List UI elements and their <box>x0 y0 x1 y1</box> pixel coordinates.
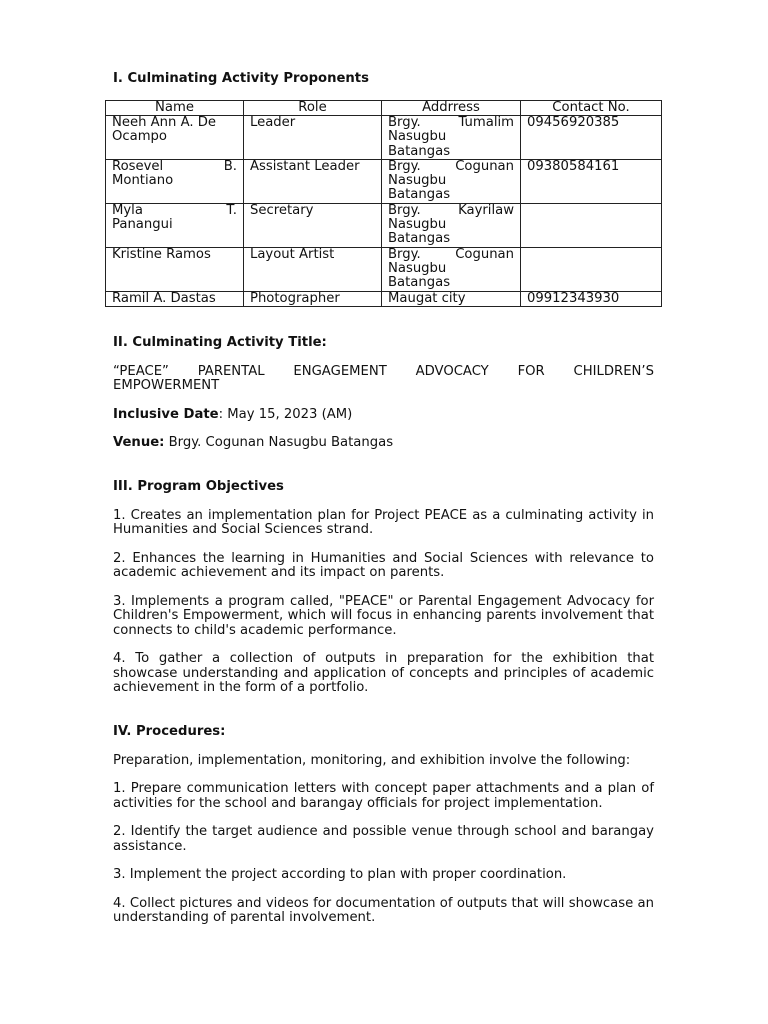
name-word: T. <box>226 202 237 218</box>
name-line: Panangui <box>112 217 173 233</box>
title-word: “PEACE” <box>113 363 169 379</box>
section-1-heading: I. Culminating Activity Proponents <box>113 71 369 86</box>
procedure-step: 2. Identify the target audience and possible venue through school and barangay assistance. <box>113 824 654 854</box>
header-contact: Contact No. <box>521 101 662 116</box>
address-word: Brgy. <box>388 115 421 130</box>
title-word: ENGAGEMENT <box>293 363 387 379</box>
section-4-heading: IV. Procedures: <box>113 723 226 739</box>
cell-contact <box>521 203 662 247</box>
address-line: Batangas <box>388 275 451 291</box>
section-4 <box>113 724 654 926</box>
venue-value: Brgy. Cogunan Nasugbu Batangas <box>164 435 394 451</box>
title-word: CHILDREN’S <box>573 363 654 379</box>
section-2 <box>113 335 654 451</box>
address-line: Nasugbu <box>388 173 447 189</box>
name-word: Myla <box>112 202 143 218</box>
cell-contact: 09380584161 <box>521 159 662 203</box>
section-3 <box>113 479 654 696</box>
cell-role: Photographer <box>244 291 382 306</box>
objective-item: 1. Creates an implementation plan for Project PEACE as a culminating activity in Humanities and Social Sciences strand. <box>113 507 654 538</box>
procedure-step: 3. Implement the project according to plan with proper coordination. <box>113 867 567 883</box>
address-word: Cogunan <box>455 246 514 262</box>
name-line: Montiano <box>112 173 174 189</box>
cell-address <box>382 247 521 291</box>
cell-address <box>382 116 521 160</box>
name-line: Neeh Ann A. De <box>112 115 217 130</box>
cell-name: Ramil A. Dastas <box>106 291 244 306</box>
table-row <box>106 203 662 247</box>
section-2-heading: II. Culminating Activity Title: <box>113 334 327 350</box>
address-word: Brgy. <box>388 158 421 174</box>
activity-title <box>113 365 654 394</box>
title-word: PARENTAL <box>197 363 265 379</box>
cell-address <box>382 203 521 247</box>
title-word: EMPOWERMENT <box>113 378 220 394</box>
procedure-step: 1. Prepare communication letters with concept paper attachments and a plan of activities for the school and barangay officials for project implementation. <box>113 781 654 811</box>
address-line: Nasugbu <box>388 217 447 233</box>
objective-item: 2. Enhances the learning in Humanities and Social Sciences with relevance to academic achievement and its impact on parents. <box>113 550 654 581</box>
address-word: Cogunan <box>455 158 514 174</box>
objective-item: 3. Implements a program called, "PEACE" or Parental Engagement Advocacy for Children's Empowerment, which will focus in enhancing parents involvement that connects to child's academic performance. <box>113 593 654 638</box>
address-word: Kayrilaw <box>458 202 514 218</box>
cell-name <box>106 203 244 247</box>
procedure-step: 4. Collect pictures and videos for documentation of outputs that will showcase an understanding of parental involvement. <box>113 895 654 926</box>
cell-contact <box>521 247 662 291</box>
cell-contact: 09912343930 <box>521 291 662 306</box>
address-line: Nasugbu <box>388 260 447 276</box>
objective-item: 4. To gather a collection of outputs in preparation for the exhibition that showcase understanding and application of concepts and principles of academic achievement in the form of a portfolio. <box>113 651 654 696</box>
table-row <box>106 291 662 306</box>
name-word: B. <box>223 158 237 174</box>
cell-role: Secretary <box>244 203 382 247</box>
document-page <box>113 71 654 926</box>
header-name: Name <box>106 101 244 116</box>
table-header-row <box>106 101 662 116</box>
cell-role: Leader <box>244 116 382 160</box>
cell-role: Layout Artist <box>244 247 382 291</box>
address-word: Brgy. <box>388 246 421 262</box>
proponents-table <box>105 100 662 307</box>
cell-address <box>382 159 521 203</box>
address-line: Batangas <box>388 231 451 247</box>
address-line: Batangas <box>388 187 451 203</box>
title-word: ADVOCACY <box>415 363 489 379</box>
cell-name <box>106 116 244 160</box>
inclusive-date-label: Inclusive Date <box>113 406 219 422</box>
venue <box>113 436 654 451</box>
cell-role: Assistant Leader <box>244 159 382 203</box>
inclusive-date <box>113 408 654 423</box>
section-3-heading: III. Program Objectives <box>113 478 284 494</box>
address-word: Brgy. <box>388 202 421 218</box>
address-line: Batangas <box>388 143 451 159</box>
table-row <box>106 159 662 203</box>
name-word: Rosevel <box>112 158 164 174</box>
address-word: Tumalim <box>458 115 514 130</box>
name-line: Ocampo <box>112 129 167 145</box>
procedures-intro: Preparation, implementation, monitoring, and exhibition involve the following: <box>113 752 631 768</box>
inclusive-date-value: : May 15, 2023 (AM) <box>218 406 353 422</box>
address-line: Nasugbu <box>388 129 447 145</box>
cell-contact: 09456920385 <box>521 116 662 160</box>
header-address: Addrress <box>382 101 521 116</box>
title-word: FOR <box>517 363 545 379</box>
venue-label: Venue: <box>113 435 165 451</box>
header-role: Role <box>244 101 382 116</box>
table-row <box>106 247 662 291</box>
cell-address: Maugat city <box>382 291 521 306</box>
cell-name <box>106 159 244 203</box>
table-row <box>106 116 662 160</box>
cell-name: Kristine Ramos <box>106 247 244 291</box>
